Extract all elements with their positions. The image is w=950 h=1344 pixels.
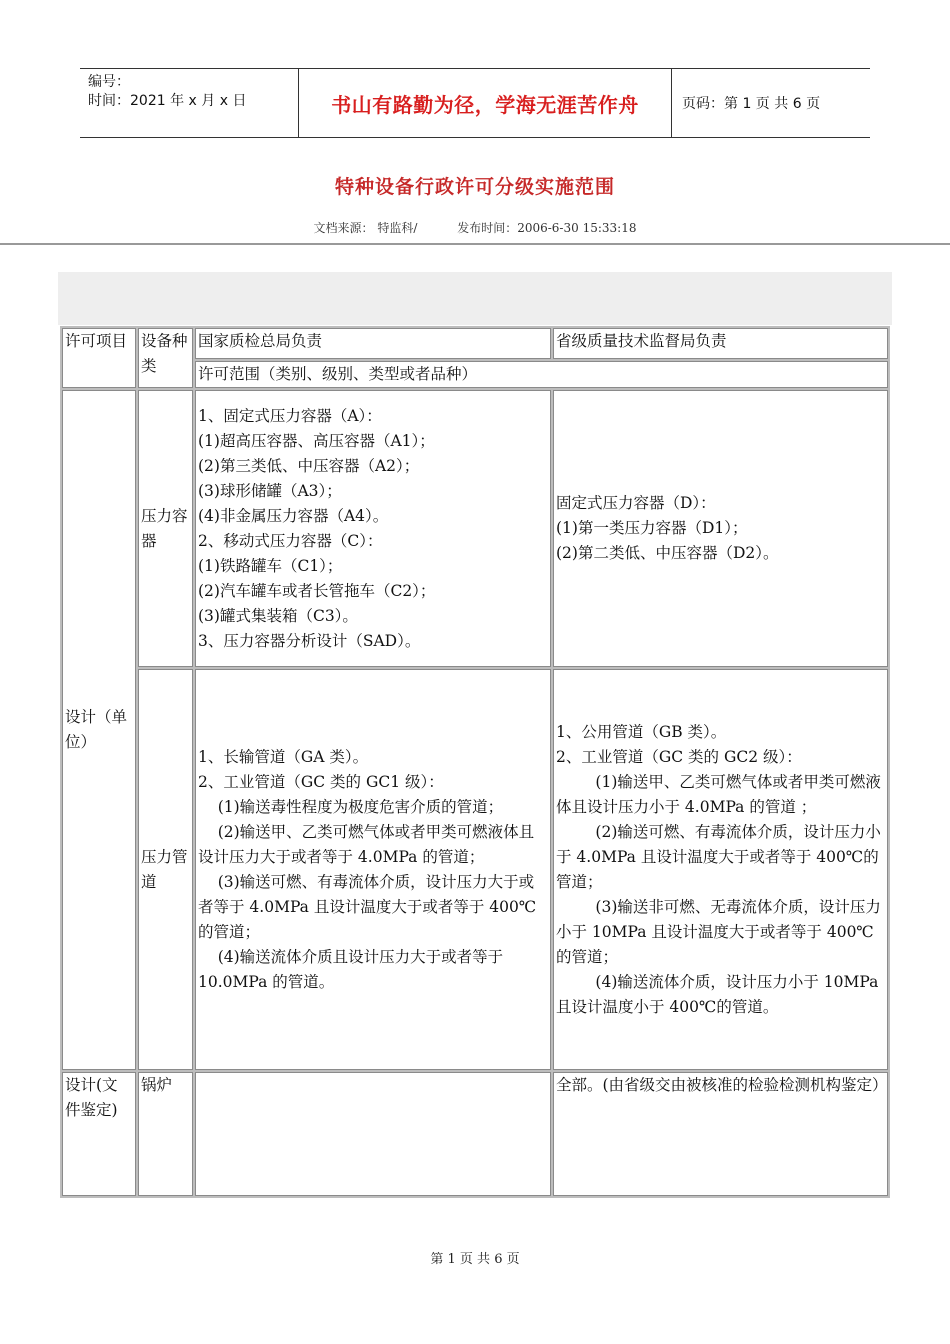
header-provincial: 省级质量技术监督局负责: [553, 328, 888, 359]
table-cell-item: 设计(文件鉴定): [62, 1072, 136, 1196]
header-left-cell: [80, 69, 298, 137]
table-cell-national: 1、固定式压力容器（A）： (1)超高压容器、高压容器（A1）； (2)第三类低、中压容器（A2）； (3)球形储罐（A3）； (4)非金属压力容器（A4）。 2、移动式压力容器（C）： (1)铁路罐车（C1）； (2)汽车罐车或者长管拖车（C2）； (3)罐式集装箱（C3）。 3、压力容器分析设计（SAD）。: [195, 390, 551, 667]
page-footer: 第 1 页 共 6 页: [430, 1252, 520, 1267]
motto: 书山有路勤为径，学海无涯苦作舟: [298, 69, 672, 137]
header-national: 国家质检总局负责: [195, 328, 551, 359]
gray-band: [58, 272, 892, 325]
document-header: [80, 68, 870, 138]
header-scope: 许可范围（类别、级别、类型或者品种）: [195, 361, 888, 388]
table-cell-national: 1、长输管道（GA 类）。 2、工业管道（GC 类的 GC1 级）： (1)输送毒性程度为极度危害介质的管道； (2)输送甲、乙类可燃气体或者甲类可燃液体且设计压力大于或者等于 4.0MPa 的管道； (3)输送可燃、有毒流体介质，设计压力大于或者等于 4.0MPa 且设计温度大于或者等于 400℃的管道； (4)输送流体介质且设计压力大于或者等于 10.0MPa 的管道。: [195, 669, 551, 1070]
table-cell-item: 设计（单位）: [62, 390, 136, 1070]
table-cell-equipment: 锅炉: [138, 1072, 193, 1196]
table-cell-provincial: 1、公用管道（GB 类）。 2、工业管道（GC 类的 GC2 级）： (1)输送甲、乙类可燃气体或者甲类可燃液体且设计压力小于 4.0MPa 的管道 ； (2)输送可燃、有毒流体介质，设计压力小于 4.0MPa 且设计温度大于或者等于 400℃的管道； (3)输送非可燃、无毒流体介质，设计压力小于 10MPa 且设计温度大于或者等于 400℃的管道； (4)输送流体介质，设计压力小于 10MPa 且设计温度小于 400℃的管道。: [553, 669, 888, 1070]
table-cell-provincial: 全部。(由省级交由被核准的检验检测机构鉴定）: [553, 1072, 888, 1196]
license-scope-table: [60, 326, 890, 1198]
document-title: 特种设备行政许可分级实施范围: [334, 176, 615, 198]
document-meta: [0, 219, 950, 236]
number-label: 编号：: [88, 74, 130, 90]
page-info: 页码：第 1 页 共 6 页: [682, 96, 821, 112]
document-source: 文档来源： 特监科/: [313, 221, 418, 235]
table-cell-equipment: 压力容器: [138, 390, 193, 667]
divider: [0, 243, 950, 245]
header-item: 许可项目: [62, 328, 136, 388]
table-cell-provincial: 固定式压力容器（D）： (1)第一类压力容器（D1）； (2)第二类低、中压容器（D2）。: [553, 390, 888, 667]
document-published: 发布时间：2006-6-30 15:33:18: [457, 221, 637, 235]
header-equipment: 设备种类: [138, 328, 193, 388]
date-label: 时间：2021 年 x 月 x 日: [88, 93, 247, 109]
table-cell-equipment: 压力管道: [138, 669, 193, 1070]
table-cell-national: [195, 1072, 551, 1196]
